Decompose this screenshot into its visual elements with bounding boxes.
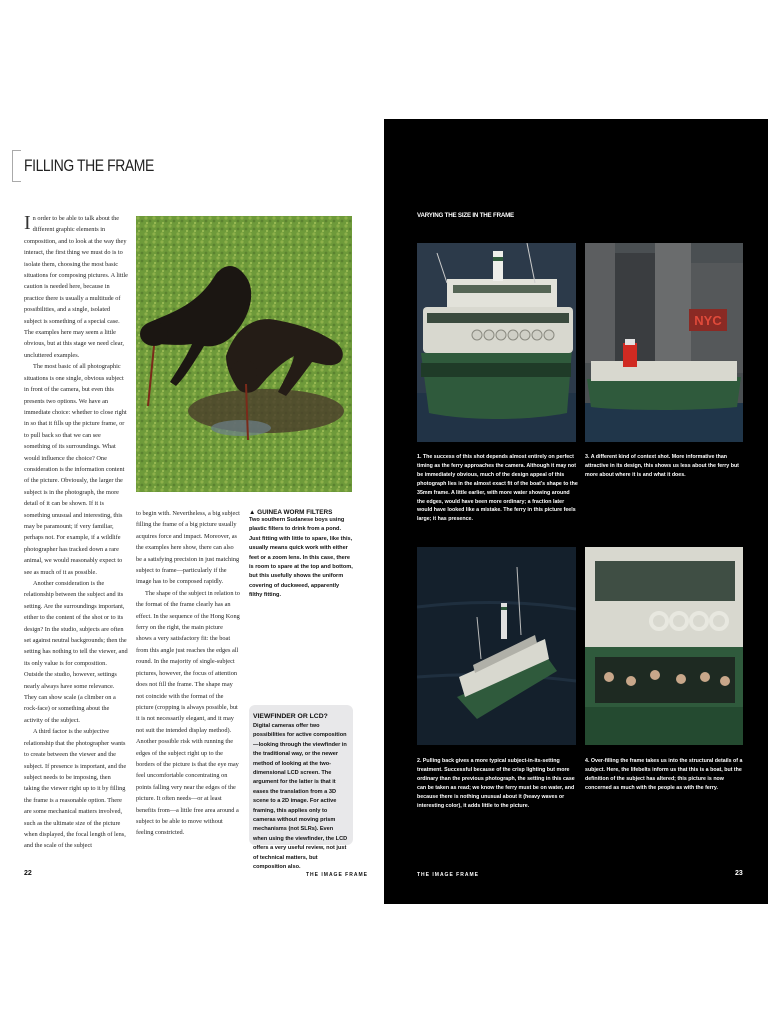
ferry-photo-4 <box>585 547 743 745</box>
col1-para-1: n order to be able to talk about the different graphic elements in composition, and to look at the way they interact, the first thing we must do is to isolate them, choosing the most basic situations for composing pictures. A little caution is needed here, because in practice there is usually a multitude of possibilities, and a single, isolated subject is something of a special case. The examples here may seem a little obvious, but at this stage we need clear, uncluttered examples. <box>24 215 128 359</box>
caption-title: GUINEA WORM FILTERS <box>257 509 333 516</box>
caption-marker: ▲ <box>249 509 256 516</box>
viewfinder-sidebar-box <box>249 705 353 871</box>
caption-4: 4. Over-filling the frame takes us into the structural details of a subject. Here, the lifebelts inform us that this is a boat, but the definition of the subject has altered; this picture is now concerned as much with the people as with the ferry. <box>585 758 743 791</box>
left-running-head: THE IMAGE FRAME <box>306 872 368 878</box>
nyc-sign-text: NYC <box>694 313 722 328</box>
col1-para-4: A third factor is the subjective relationship that the photographer wants to create between the viewer and the subject. If presence is important, and the subject needs to be imposing, then taking the viewer right up to it by filling the frame is a reasonable option. There are some mechanical matters involved, such as the ultimate size of the picture when displayed, the focal length of lens, and the scale of the subject <box>24 728 127 850</box>
col1-para-3: Another consideration is the relationship between the subject and its setting. Are the surroundings important, either to the content of the shot or to its design? In the studio, subjects are often set against neutral backgrounds; then the setting has nothing to tell the viewer, and its only value is for composition. Outside the studio, however, settings nearly always have some relevance. They can show scale (a climber on a rock-face) or something about the activity of the subject. <box>24 580 128 724</box>
box-title: VIEWFINDER OR LCD? <box>253 713 328 720</box>
drop-cap: I <box>24 212 31 234</box>
ferry-photo-2 <box>417 547 576 745</box>
col2-para-2: The shape of the subject in relation to the format of the frame clearly has an effect. In the sequence of the Hong Kong ferry on the right, the main picture shows a very satisfactory fit: the boat from this angle just reaches the edges all round. In the majority of single-subject pictures, however, the focus of attention does not fill the frame. The shape may not coincide with the format of the picture (cropping is always possible, but it is not necessarily elegant, and it may not suit the intended display method). Another possible risk with running the edges of the subject right up to the borders of the picture is that the eye may feel uncomfortable concentrating on points falling very near the edges of the picture. It often needs—or at least benefits from—a little free area around a subject to be able to move without feeling constricted. <box>136 589 240 837</box>
title-bracket <box>12 150 21 182</box>
caption-2: 2. Pulling back gives a more typical subject-in-its-setting treatment. Successful because of the crisp lighting but more ordinary than the previous photograph, the setting in this case can be taken as read; we know the ferry must be on water, and because there is nothing unusual about it (heavy waves or interesting color), it adds little to the picture. <box>417 758 575 809</box>
box-body: Digital cameras offer two possibilities for active composition—looking through the viewfinder in the traditional way, or the newer method of looking at the two-dimensional LCD screen. The argument for the latter is that it eases the translation from a 3D scene to a 2D image. For active framing, this applies only to cameras without moving prism mechanisms (not SLRs). Even when using the viewfinder, the LCD offers a very useful review, not just of technical matters, but composition also. <box>253 723 348 871</box>
guinea-worm-photo <box>136 216 352 492</box>
photo-caption <box>249 509 353 601</box>
ferry-photo-3 <box>585 243 743 442</box>
col1-para-2: The most basic of all photographic situations is one single, obvious subject in front of the camera, but even this presents two options. We have an immediate choice: whether to close right in so that it fills up the picture frame, or to pull back so that we can see something of its surroundings. What would influence the choice? One consideration is the information content of the picture. Obviously, the larger the subject is in the photograph, the more detail of it can be shown. If it is something unusual and interesting, this may be paramount; if very familiar, perhaps not. For example, if a wildlife photographer has tracked down a rare animal, we would reasonably expect to see as much of it as possible. <box>24 363 127 576</box>
page-title: FILLING THE FRAME <box>24 156 154 175</box>
caption-1: 1. The success of this shot depends almost entirely on perfect timing as the ferry approaches the camera. Although it may not be immediately obvious, much of the design appeal of this photograph lies in the almost exact fit of the boat's shape to the 35mm frame. A little earlier, with more water showing around the edges, would have been more ordinary; a fraction later would have looked like a mistake. The ferry in this picture feels large; it has presence. <box>417 454 578 523</box>
section-head: VARYING THE SIZE IN THE FRAME <box>417 212 514 219</box>
right-folio: 23 <box>735 870 743 877</box>
right-running-head: THE IMAGE FRAME <box>417 872 479 878</box>
caption-3: 3. A different kind of context shot. More informative than attractive in its design, this shows us less about the ferry but more about where it is and what it does. <box>585 454 739 478</box>
col2-para-1: to begin with. Nevertheless, a big subject filling the frame of a big picture usually acquires force and impact. Moreover, as the examples here show, there can also be a satisfying precision in just matching subject to frame—particularly if the image has to be composed rapidly. <box>136 510 240 586</box>
body-column-1 <box>24 213 128 852</box>
left-folio: 22 <box>24 870 32 877</box>
caption-body: Two southern Sudanese boys using plastic filters to drink from a pond. Just fitting with little to spare, like this, usually means quick work with either feet or a zoom lens. In this case, there is room to spare at the top and bottom, but this usefully shows the uniform covering of duckweed, apparently filthy fitting. <box>249 517 353 599</box>
ferry-photo-1 <box>417 243 576 442</box>
body-column-2 <box>136 508 240 839</box>
